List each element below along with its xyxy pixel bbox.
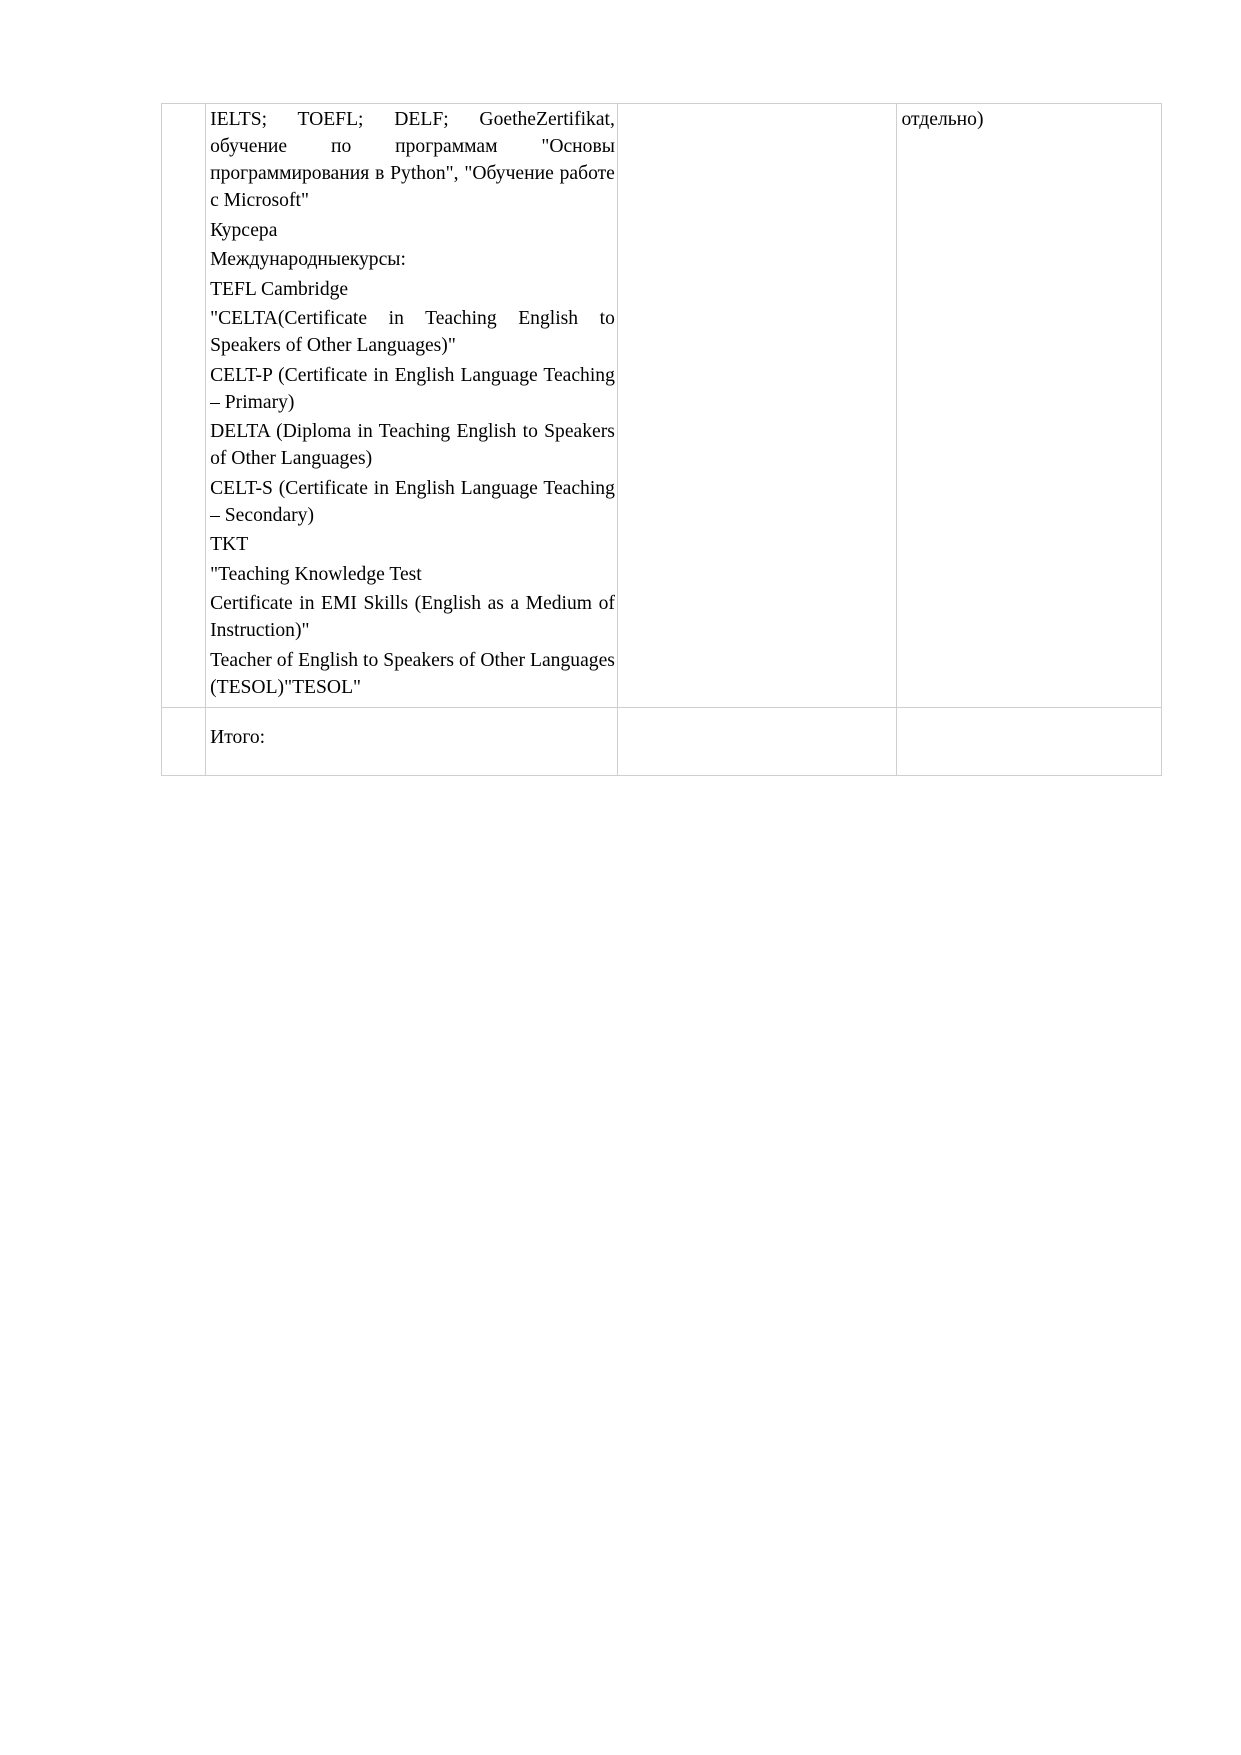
description-paragraph: CELT-P (Certificate in English Language Teaching – Primary)	[210, 364, 615, 413]
document-table	[161, 103, 1162, 776]
description-paragraph: TKT	[210, 534, 249, 555]
description-paragraph: Международныекурсы:	[210, 249, 406, 270]
description-paragraph: Курсера	[210, 219, 278, 241]
total-number-cell	[162, 707, 206, 775]
last-cell	[897, 104, 1162, 708]
total-label: Итого:	[210, 726, 266, 748]
total-row	[162, 707, 1162, 775]
description-paragraph: TEFL Cambridge	[210, 278, 349, 300]
description-paragraph: DELTA (Diploma in Teaching English to Speakers of Other Languages)	[210, 421, 615, 469]
description-paragraph: CELT-S (Certificate in English Language Teaching – Secondary)	[210, 477, 615, 526]
last-cell-text: отдельно)	[901, 109, 984, 130]
row-number-cell	[162, 104, 206, 708]
description-paragraph: Teacher of English to Speakers of Other Languages (TESOL)"TESOL"	[210, 649, 615, 698]
total-last-cell	[897, 707, 1162, 775]
total-middle-cell	[617, 707, 897, 775]
description-cell	[206, 104, 618, 708]
table-row	[162, 104, 1162, 708]
middle-cell	[617, 104, 897, 708]
description-paragraph: "Teaching Knowledge Test	[210, 563, 422, 585]
total-label-cell	[206, 707, 618, 775]
description-paragraph: "CELTA(Certificate in Teaching English to Speakers of Other Languages)"	[210, 308, 615, 356]
description-paragraph: IELTS; TOEFL; DELF; GoetheZertifikat, обучение по программам "Основы программирования в Python", "Обучение работе с Microsoft"	[210, 109, 615, 211]
description-paragraph: Certificate in EMI Skills (English as a Medium of Instruction)"	[210, 593, 615, 641]
